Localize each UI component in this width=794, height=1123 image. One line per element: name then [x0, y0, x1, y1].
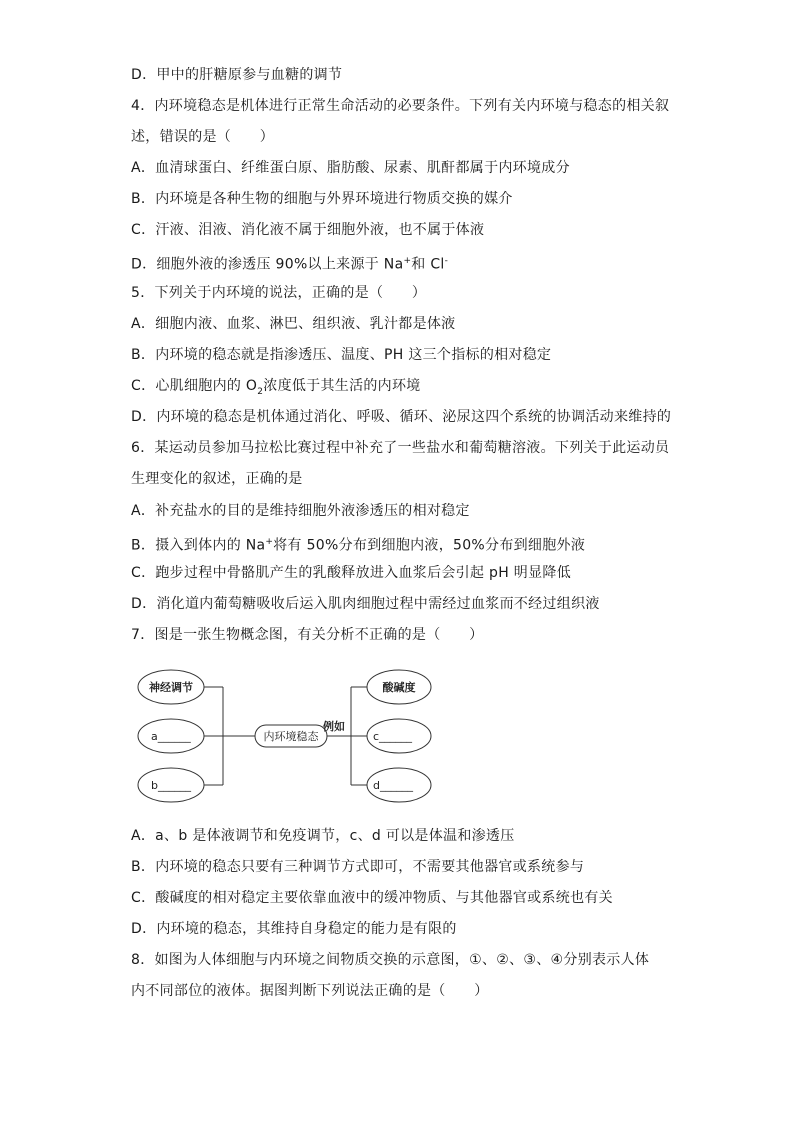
label-right-mid: c______ [373, 730, 413, 743]
question-4-stem: 4．内环境稳态是机体进行正常生命活动的必要条件。下列有关内环境与稳态的相关叙 [131, 98, 670, 114]
question-6-stem: 6．某运动员参加马拉松比赛过程中补充了一些盐水和葡萄糖溶液。下列关于此运动员 [131, 440, 670, 456]
option-d-q4 [131, 251, 448, 275]
option-d-q7: D．内环境的稳态，其维持自身稳定的能力是有限的 [131, 921, 457, 937]
option-c-q5-text: C．心肌细胞内的 O [131, 378, 258, 394]
label-left-mid: a______ [151, 730, 191, 743]
label-right-bot: d______ [373, 779, 413, 792]
concept-diagram [137, 664, 437, 810]
option-c-q5-text2: 浓度低于其生活的内环境 [263, 378, 421, 394]
option-a-q4: A．血清球蛋白、纤维蛋白原、脂肪酸、尿素、肌酐都属于内环境成分 [131, 160, 570, 176]
question-5-stem: 5．下列关于内环境的说法，正确的是（ ） [131, 285, 427, 301]
sodium-charge: + [403, 256, 412, 266]
option-d-q5: D．内环境的稳态是机体通过消化、呼吸、循环、泌尿这四个系统的协调活动来维持的 [131, 409, 672, 425]
label-right-top: 酸碱度 [382, 681, 416, 694]
oxygen-subscript: 2 [257, 386, 264, 397]
question-8-stem: 8．如图为人体细胞与内环境之间物质交换的示意图，①、②、③、④分别表示人体 [131, 952, 650, 968]
option-b-q5: B．内环境的稳态就是指渗透压、温度、PH 这三个指标的相对稳定 [131, 347, 552, 363]
label-left-bot: b______ [151, 779, 191, 792]
option-c-q4: C．汗液、泪液、消化液不属于细胞外液，也不属于体液 [131, 222, 485, 238]
option-d-q4-text: D．细胞外液的渗透压 90%以上来源于 Na [131, 256, 404, 273]
label-connector: 例如 [323, 720, 345, 733]
question-7-stem: 7．图是一张生物概念图，有关分析不正确的是（ ） [131, 627, 484, 643]
option-b-q4: B．内环境是各种生物的细胞与外界环境进行物质交换的媒介 [131, 191, 513, 207]
option-d-q3: D．甲中的肝糖原参与血糖的调节 [131, 67, 343, 83]
question-4-stem-cont: 述，错误的是（ ） [131, 129, 274, 145]
option-b-q6 [131, 532, 585, 556]
option-c-q6: C．跑步过程中骨骼肌产生的乳酸释放进入血浆后会引起 pH 明显降低 [131, 565, 571, 581]
option-a-q6: A．补充盐水的目的是维持细胞外液渗透压的相对稳定 [131, 503, 470, 519]
option-b-q7: B．内环境的稳态只要有三种调节方式即可，不需要其他器官或系统参与 [131, 859, 585, 875]
option-a-q7: A．a、b 是体液调节和免疫调节，c、d 可以是体温和渗透压 [131, 828, 515, 844]
option-d-q4-text2: 和 Cl [411, 256, 445, 273]
chloride-charge: - [444, 256, 449, 266]
option-b-q6-text2: 将有 50%分布到细胞内液，50%分布到细胞外液 [273, 537, 586, 554]
option-b-q6-text: B．摄入到体内的 Na [131, 537, 266, 554]
label-left-top: 神经调节 [149, 681, 193, 694]
option-d-q6: D．消化道内葡萄糖吸收后运入肌肉细胞过程中需经过血浆而不经过组织液 [131, 596, 600, 612]
question-8-stem-cont: 内不同部位的液体。据图判断下列说法正确的是（ ） [131, 983, 489, 999]
option-c-q5 [131, 376, 421, 402]
question-6-stem-cont: 生理变化的叙述，正确的是 [131, 471, 303, 487]
sodium-charge-2: + [265, 537, 274, 547]
label-center: 内环境稳态 [263, 730, 319, 743]
option-c-q7: C．酸碱度的相对稳定主要依靠血液中的缓冲物质、与其他器官或系统也有关 [131, 890, 613, 906]
option-a-q5: A．细胞内液、血浆、淋巴、组织液、乳汁都是体液 [131, 316, 456, 332]
concept-diagram-svg [137, 664, 437, 810]
